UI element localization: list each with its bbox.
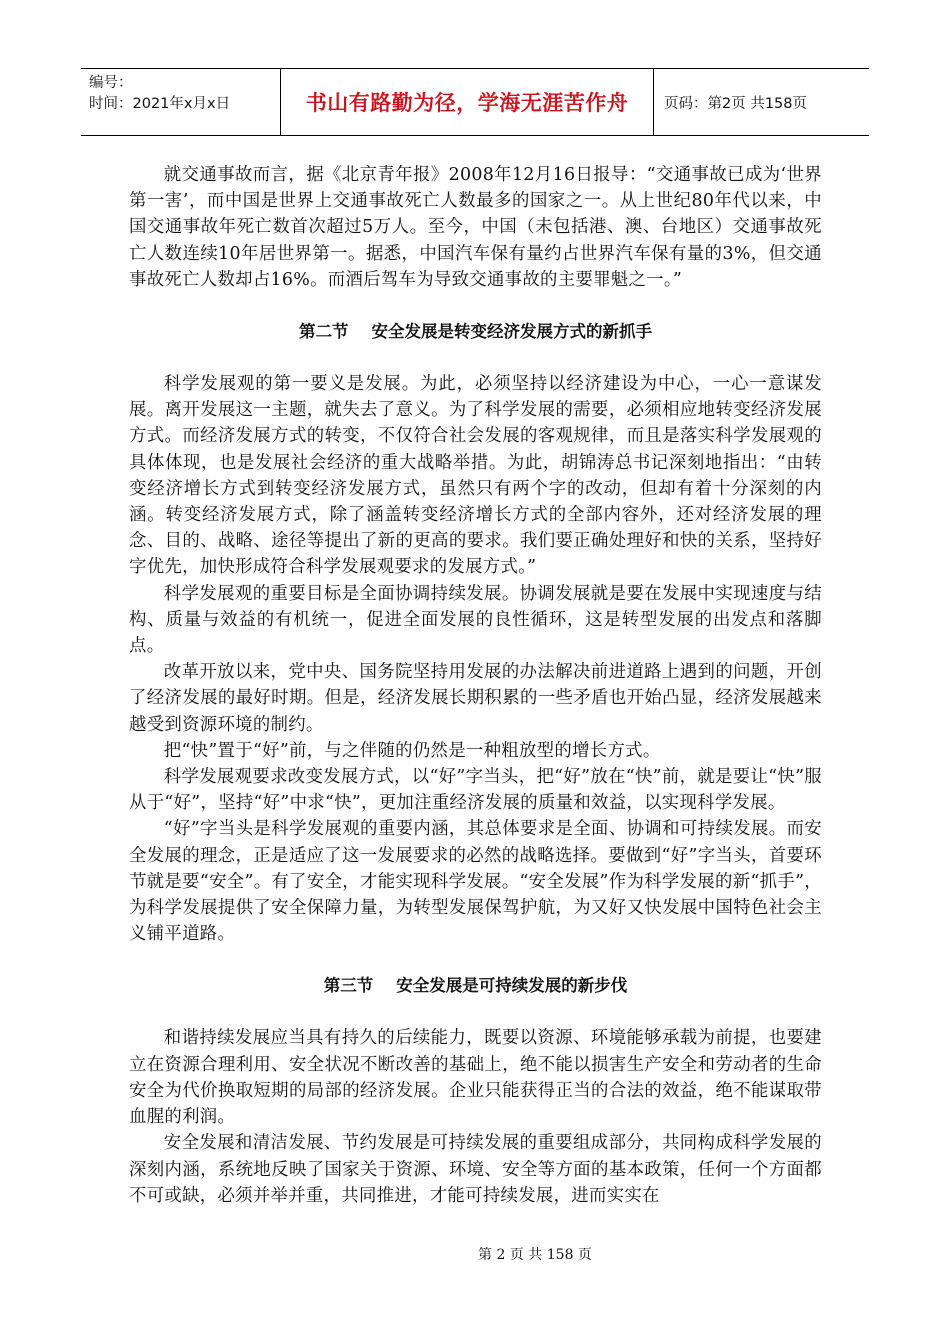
paragraph: 把“快”置于“好”前，与之伴随的仍然是一种粗放型的增长方式。	[163, 740, 661, 761]
header-motto: 书山有路勤为径，学海无涯苦作舟	[280, 69, 654, 135]
section-heading: 第三节 安全发展是可持续发展的新步伐	[323, 976, 628, 996]
paragraph: 改革开放以来，党中央、国务院坚持用发展的办法解决前进道路上遇到的问题，开创了经济发展的最好时期。但是，经济发展长期积累的一些矛盾也开始凸显，经济发展越来越受到资源环境的制约。	[129, 662, 822, 735]
header-meta	[81, 69, 280, 135]
document-header	[81, 68, 869, 136]
paragraph: 科学发展观的第一要义是发展。为此，必须坚持以经济建设为中心，一心一意谋发展。离开发展这一主题，就失去了意义。为了科学发展的需要，必须相应地转变经济发展方式。而经济发展方式的转变，不仅符合社会发展的客观规律，而且是落实科学发展观的具体体现，也是发展社会经济的重大战略举措。为此，胡锦涛总书记深刻地指出：“由转变经济增长方式到转变经济发展方式，虽然只有两个字的改动，但却有着十分深刻的内涵。转变经济发展方式，除了涵盖转变经济增长方式的全部内容外，还对经济发展的理念、目的、战略、途径等提出了新的更高的要求。我们要正确处理好和快的关系，坚持好字优先，加快形成符合科学发展观要求的发展方式。”	[129, 374, 822, 578]
paragraph: 就交通事故而言，据《北京青年报》2008年12月16日报导：“交通事故已成为‘世界第一害’，而中国是世界上交通事故死亡人数最多的国家之一。从上世纪80年代以来，中国交通事故年死亡数首次超过5万人。至今，中国（未包括港、澳、台地区）交通事故死亡人数连续10年居世界第一。据悉，中国汽车保有量约占世界汽车保有量的3%，但交通事故死亡人数却占16%。而酒后驾车为导致交通事故的主要罪魁之一。”	[129, 165, 822, 290]
paragraph: 科学发展观要求改变发展方式，以“好”字当头，把“好”放在“快”前，就是要让“快”服从于“好”，坚持“好”中求“快”，更加注重经济发展的质量和效益，以实现科学发展。	[129, 767, 822, 814]
section-heading: 第二节 安全发展是转变经济发展方式的新抓手	[299, 322, 652, 342]
page-footer: 第 2 页 共 158 页	[478, 1247, 592, 1263]
time-label: 时间：2021年x月x日	[89, 96, 231, 112]
header-page-info: 页码：第2页 共158页	[664, 95, 808, 112]
paragraph: “好”字当头是科学发展观的重要内涵，其总体要求是全面、协调和可持续发展。而安全发展的理念，正是适应了这一发展要求的必然的战略选择。要做到“好”字当头，首要环节就是要“安全”。有了安全，才能实现科学发展。“安全发展”作为科学发展的新“抓手”，为科学发展提供了安全保障力量，为转型发展保驾护航，为又好又快发展中国特色社会主义铺平道路。	[129, 819, 822, 945]
number-label: 编号：	[89, 75, 133, 91]
paragraph: 安全发展和清洁发展、节约发展是可持续发展的重要组成部分，共同构成科学发展的深刻内涵，系统地反映了国家关于资源、环境、安全等方面的基本政策，任何一个方面都不可或缺，必须并举并重，共同推进，才能可持续发展，进而实实在	[129, 1133, 822, 1206]
paragraph: 和谐持续发展应当具有持久的后续能力，既要以资源、环境能够承载为前提，也要建立在资源合理利用、安全状况不断改善的基础上，绝不能以损害生产安全和劳动者的生命安全为代价换取短期的局部的经济发展。企业只能获得正当的合法的效益，绝不能谋取带血腥的利润。	[129, 1028, 822, 1128]
document-body	[129, 162, 822, 1209]
paragraph: 科学发展观的重要目标是全面协调持续发展。协调发展就是要在发展中实现速度与结构、质量与效益的有机统一，促进全面发展的良性循环，这是转型发展的出发点和落脚点。	[129, 583, 822, 657]
